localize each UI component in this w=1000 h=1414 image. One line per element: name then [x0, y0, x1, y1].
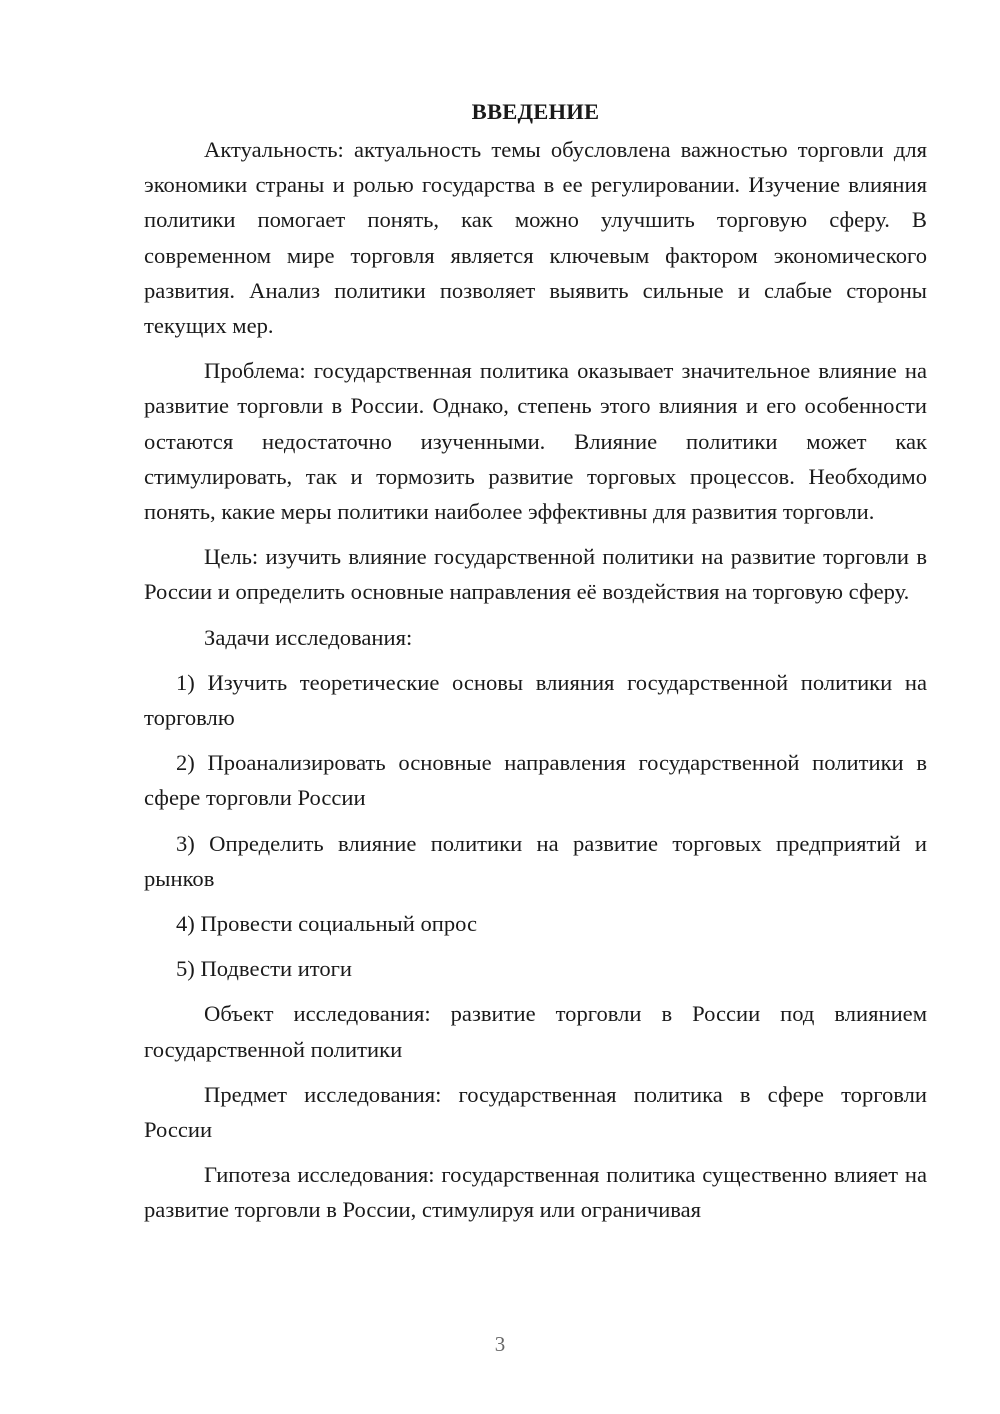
task-item: 5) Подвести итоги [176, 956, 353, 982]
paragraph-hypothesis: Гипотеза исследования: государственная политика существенно влияет на развитие торговли в России, стимулируя или ограничивая [144, 1162, 927, 1223]
page-number: 3 [494, 1332, 506, 1356]
paragraph-subject: Предмет исследования: государственная политика в сфере торговли России [144, 1081, 927, 1143]
task-item: 1) Изучить теоретические основы влияния государственной политики на торговлю [144, 669, 927, 731]
page-body [144, 92, 927, 1238]
task-item: 3) Определить влияние политики на развитие торговых предприятий и рынков [144, 830, 927, 891]
paragraph-problem: Проблема: государственная политика оказывает значительное влияние на развитие торговли в России. Однако, степень этого влияния и его особенности остаются недостаточно изученными. Влияние политики может как стимулировать, так и тормозить развитие торговых процессов. Необходимо понять, какие меры политики наиболее эффективны для развития торговли. [144, 358, 927, 525]
page-title: ВВЕДЕНИЕ [471, 99, 600, 124]
paragraph-goal: Цель: изучить влияние государственной политики на развитие торговли в России и определить основные направления её воздействия на торговую сферу. [144, 544, 927, 605]
task-item: 4) Провести социальный опрос [176, 911, 478, 937]
task-item: 2) Проанализировать основные направления государственной политики в сфере торговли России [144, 750, 927, 811]
paragraph-object: Объект исследования: развитие торговли в России под влиянием государственной политики [144, 1001, 927, 1062]
tasks-heading: Задачи исследования: [204, 624, 413, 650]
paragraph-relevance: Актуальность: актуальность темы обусловлена важностью торговли для экономики страны и ролью государства в ее регулировании. Изучение влияния политики помогает понять, как можно улучшить торговую сферу. В современном мире торговля является ключевым фактором экономического развития. Анализ политики позволяет выявить сильные и слабые стороны текущих мер. [144, 137, 927, 339]
